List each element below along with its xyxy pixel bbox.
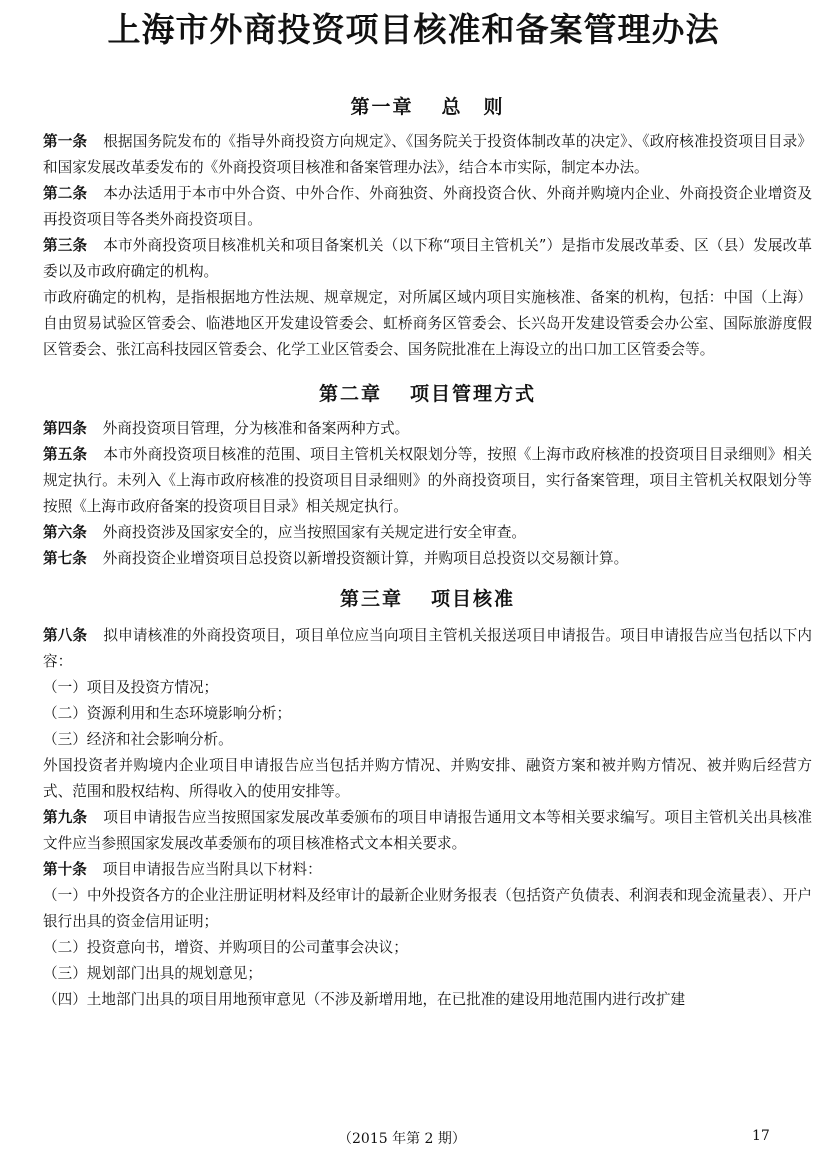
list-item-text: （一）中外投资各方的企业注册证明材料及经审计的最新企业财务报表（包括资产负债表、利润表和现金流量表）、开户银行出具的资金信用证明；: [43, 887, 812, 930]
article-8: [43, 623, 812, 675]
paragraph-text: 外国投资者并购境内企业项目申请报告应当包括并购方情况、并购安排、融资方案和被并购方情况、被并购后经营方式、范围和股权结构、所得收入的使用安排等。: [43, 757, 812, 800]
paragraph: [43, 285, 812, 363]
article-3: [43, 233, 812, 285]
list-item: [43, 935, 812, 961]
list-item: [43, 675, 812, 701]
page-number: 17: [752, 1128, 770, 1144]
article-5: [43, 442, 812, 520]
article-text: 根据国务院发布的《指导外商投资方向规定》、《国务院关于投资体制改革的决定》、《政府核准投资项目目录》和国家发展改革委发布的《外商投资项目核准和备案管理办法》，结合本市实际，制定本办法。: [43, 133, 812, 176]
list-item-text: （三）经济和社会影响分析。: [43, 731, 233, 748]
article-9: [43, 805, 812, 857]
article-number: 第五条: [43, 446, 88, 463]
list-item-text: （三）规划部门出具的规划意见；: [43, 965, 262, 982]
chapter-3-name: 项目核准: [431, 588, 516, 610]
list-item: [43, 987, 812, 1013]
article-text: 外商投资项目管理，分为核准和备案两种方式。: [102, 420, 410, 437]
paragraph: [43, 753, 812, 805]
article-7: [43, 546, 812, 572]
chapter-2-label: 第二章: [318, 383, 382, 405]
list-item-text: （二）资源利用和生态环境影响分析；: [43, 705, 292, 722]
chapter-2-heading: [43, 379, 812, 406]
chapter-2-name: 项目管理方式: [410, 383, 537, 405]
article-text: 外商投资涉及国家安全的，应当按照国家有关规定进行安全审查。: [102, 524, 527, 541]
article-number: 第九条: [43, 809, 88, 826]
list-item: [43, 883, 812, 935]
document-title: 上海市外商投资项目核准和备案管理办法: [107, 10, 720, 49]
chapter-1-heading: [43, 92, 812, 119]
chapter-3-label: 第三章: [339, 588, 403, 610]
document-body: [43, 90, 812, 1013]
article-text: 本市外商投资项目核准机关和项目备案机关（以下称“项目主管机关”）是指市发展改革委、区（县）发展改革委以及市政府确定的机构。: [43, 237, 812, 280]
article-number: 第三条: [43, 237, 88, 254]
article-text: 拟申请核准的外商投资项目，项目单位应当向项目主管机关报送项目申请报告。项目申请报告应当包括以下内容：: [43, 627, 812, 670]
article-text: 本办法适用于本市中外合资、中外合作、外商独资、外商投资合伙、外商并购境内企业、外商投资企业增资及再投资项目等各类外商投资项目。: [43, 185, 812, 228]
list-item: [43, 701, 812, 727]
list-item-text: （一）项目及投资方情况；: [43, 679, 219, 696]
article-10: [43, 857, 812, 883]
article-2: [43, 181, 812, 233]
article-6: [43, 520, 812, 546]
article-text: 本市外商投资项目核准的范围、项目主管机关权限划分等，按照《上海市政府核准的投资项目目录细则》相关规定执行。未列入《上海市政府核准的投资项目目录细则》的外商投资项目，实行备案管理，项目主管机关权限划分等按照《上海市政府备案的投资项目目录》相关规定执行。: [43, 446, 812, 515]
chapter-1-label: 第一章: [350, 96, 414, 118]
chapter-3-heading: [43, 584, 812, 611]
article-number: 第十条: [43, 861, 87, 878]
chapter-1-name: 总 则: [441, 96, 505, 118]
issue-label: （2015 年第 2 期）: [338, 1131, 466, 1147]
list-item: [43, 961, 812, 987]
paragraph-text: 市政府确定的机构，是指根据地方性法规、规章规定，对所属区域内项目实施核准、备案的机构，包括：中国（上海）自由贸易试验区管委会、临港地区开发建设管委会、虹桥商务区管委会、长兴岛开发建设管委会办公室、国际旅游度假区管委会、张江高科技园区管委会、化学工业区管委会、国务院批准在上海设立的出口加工区管委会等。: [43, 289, 812, 358]
article-number: 第一条: [43, 133, 88, 150]
list-item: [43, 727, 812, 753]
article-number: 第七条: [43, 550, 87, 567]
article-text: 外商投资企业增资项目总投资以新增投资额计算，并购项目总投资以交易额计算。: [102, 550, 629, 567]
article-text: 项目申请报告应当按照国家发展改革委颁布的项目申请报告通用文本等相关要求编写。项目主管机关出具核准文件应当参照国家发展改革委颁布的项目核准格式文本相关要求。: [43, 809, 812, 852]
article-1: [43, 129, 812, 181]
list-item-text: （二）投资意向书，增资、并购项目的公司董事会决议；: [43, 939, 408, 956]
article-number: 第二条: [43, 185, 88, 202]
article-number: 第四条: [43, 420, 87, 437]
article-number: 第八条: [43, 627, 88, 644]
list-item-text: （四）土地部门出具的项目用地预审意见（不涉及新增用地，在已批准的建设用地范围内进行改扩建: [43, 991, 686, 1008]
article-4: [43, 416, 812, 442]
article-number: 第六条: [43, 524, 87, 541]
article-text: 项目申请报告应当附具以下材料：: [102, 861, 322, 878]
